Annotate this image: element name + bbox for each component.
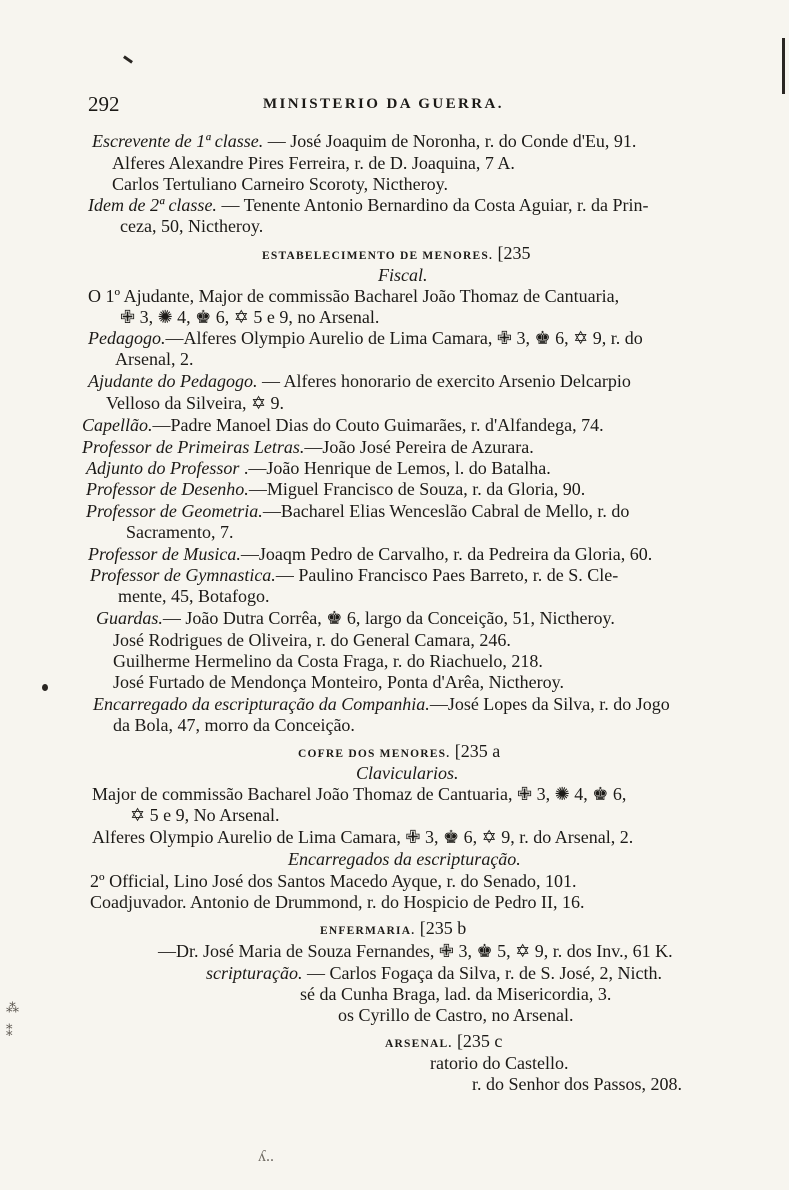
line-text: ✙ 3, ✺ 4, ♚ 6, ✡ 5 e 9, no Arsenal. <box>120 307 380 327</box>
text-line <box>130 804 280 826</box>
line-text: Major de commissão Bacharel João Thomaz de Cantuaria, ✙ 3, ✺ 4, ♚ 6, <box>92 784 627 804</box>
text-line <box>120 215 263 237</box>
text-line <box>90 891 584 913</box>
text-line <box>96 607 615 629</box>
italic-label: Guardas. <box>96 608 163 628</box>
line-text: —Miguel Francisco de Souza, r. da Gloria, 90. <box>248 479 586 499</box>
margin-rule <box>782 38 785 94</box>
text-line <box>90 870 577 892</box>
section-heading: ENFERMARIA. <box>320 925 416 937</box>
margin-stain: ⁑ <box>6 1024 13 1039</box>
line-text: — Carlos Fogaça da Silva, r. de S. José, 2, Nicth. <box>302 963 662 983</box>
ink-scribble: ʎ.. <box>258 1148 274 1165</box>
text-line <box>126 521 233 543</box>
line-text: .—João Henrique de Lemos, l. do Batalha. <box>239 458 551 478</box>
text-line <box>88 370 631 392</box>
text-line <box>90 564 618 586</box>
line-text: —Bacharel Elias Wenceslão Cabral de Mello, r. do <box>262 501 630 521</box>
line-text: — Alferes honorario de exercito Arsenio Delcarpio <box>257 371 631 391</box>
line-text: ceza, 50, Nictheroy. <box>120 216 264 236</box>
line-text: 2º Official, Lino José dos Santos Macedo Ayque, r. do Senado, 101. <box>90 871 577 891</box>
text-line <box>93 693 670 715</box>
text-line <box>338 1004 573 1026</box>
line-text: —João José Pereira de Azurara. <box>304 437 534 457</box>
line-text: Velloso da Silveira, ✡ 9. <box>106 393 285 413</box>
italic-label: Escrevente de 1ª classe. <box>92 131 264 151</box>
line-text: Coadjuvador. Antonio de Drummond, r. do Hospicio de Pedro II, 16. <box>90 892 585 912</box>
line-text: da Bola, 47, morro da Conceição. <box>113 715 355 735</box>
line-text: — Paulino Francisco Paes Barreto, r. de S. Cle- <box>275 565 619 585</box>
line-text: [235 c <box>452 1031 503 1051</box>
italic-label: Encarregado da escripturação da Companhia. <box>93 694 430 714</box>
text-line <box>430 1052 568 1074</box>
text-line <box>88 285 619 307</box>
text-line <box>113 629 511 651</box>
text-line <box>86 478 585 500</box>
line-text: —Alferes Olympio Aurelio de Lima Camara, ✙ 3, ♚ 6, ✡ 9, r. do <box>165 328 643 348</box>
section-heading: ARSENAL. <box>385 1038 453 1050</box>
text-line <box>88 327 643 349</box>
line-text: Sacramento, 7. <box>126 522 234 542</box>
line-text: Alferes Olympio Aurelio de Lima Camara, ✙ 3, ♚ 6, ✡ 9, r. do Arsenal, 2. <box>92 827 634 847</box>
italic-label: Professor de Musica. <box>88 544 241 564</box>
text-line <box>472 1073 682 1095</box>
text-line <box>113 650 543 672</box>
text-line <box>92 826 633 848</box>
text-line <box>106 392 284 414</box>
text-line <box>92 130 636 152</box>
text-line <box>356 762 459 784</box>
text-line <box>82 414 604 436</box>
italic-label: Professor de Geometria. <box>86 501 263 521</box>
ink-mark <box>123 55 133 63</box>
line-text: — João Dutra Corrêa, ♚ 6, largo da Conceição, 51, Nictheroy. <box>162 608 615 628</box>
running-head: MINISTERIO DA GUERRA. <box>263 96 504 112</box>
text-line <box>92 783 626 805</box>
line-text: José Rodrigues de Oliveira, r. do General Camara, 246. <box>113 630 511 650</box>
italic-label: scripturação. <box>206 963 303 983</box>
text-line <box>158 940 673 962</box>
text-line <box>86 500 629 522</box>
text-line <box>118 585 269 607</box>
italic-label: Pedagogo. <box>88 328 166 348</box>
italic-label: Clavicularios. <box>356 763 459 783</box>
line-text: mente, 45, Botafogo. <box>118 586 270 606</box>
text-line <box>113 714 355 736</box>
line-text: — Tenente Antonio Bernardino da Costa Aguiar, r. da Prin- <box>216 195 649 215</box>
line-text: Carlos Tertuliano Carneiro Scoroty, Nictheroy. <box>112 174 448 194</box>
line-text: Guilherme Hermelino da Costa Fraga, r. do Riachuelo, 218. <box>113 651 543 671</box>
text-line <box>378 264 428 286</box>
line-text: sé da Cunha Braga, lad. da Misericordia, 3. <box>300 984 612 1004</box>
text-line <box>206 962 662 984</box>
line-text: José Furtado de Mendonça Monteiro, Ponta d'Arêa, Nictheroy. <box>113 672 564 692</box>
line-text: —Dr. José Maria de Souza Fernandes, ✙ 3, ♚ 5, ✡ 9, r. dos Inv., 61 K. <box>158 941 673 961</box>
line-text: [235 a <box>450 741 501 761</box>
line-text: ratorio do Castello. <box>430 1053 569 1073</box>
line-text: —José Lopes da Silva, r. do Jogo <box>429 694 670 714</box>
italic-label: Encarregados da escripturação. <box>288 849 521 869</box>
italic-label: Capellão. <box>82 415 153 435</box>
italic-label: Ajudante do Pedagogo. <box>88 371 258 391</box>
line-text: Alferes Alexandre Pires Ferreira, r. de D. Joaquina, 7 A. <box>112 153 515 173</box>
page-header <box>88 92 728 118</box>
line-text: O 1º Ajudante, Major de commissão Bacharel João Thomaz de Cantuaria, <box>88 286 620 306</box>
line-text: [235 <box>493 243 531 263</box>
text-line <box>288 848 521 870</box>
italic-label: Idem de 2ª classe. <box>88 195 217 215</box>
line-text: [235 b <box>415 918 467 938</box>
italic-label: Fiscal. <box>378 265 428 285</box>
text-line <box>82 436 534 458</box>
line-text: ✡ 5 e 9, No Arsenal. <box>130 805 280 825</box>
line-text: —Padre Manoel Dias do Couto Guimarães, r. d'Alfandega, 74. <box>152 415 604 435</box>
line-text: os Cyrillo de Castro, no Arsenal. <box>338 1005 574 1025</box>
text-line <box>86 457 551 479</box>
italic-label: Professor de Gymnastica. <box>90 565 276 585</box>
line-text: —Joaqm Pedro de Carvalho, r. da Pedreira da Gloria, 60. <box>240 544 653 564</box>
text-line <box>115 348 193 370</box>
line-text: — José Joaquim de Noronha, r. do Conde d'Eu, 91. <box>263 131 637 151</box>
text-line <box>112 152 515 174</box>
section-heading: ESTABELECIMENTO DE MENORES. <box>262 250 494 262</box>
margin-stain: ⁂ <box>6 1000 19 1015</box>
section-heading: COFRE DOS MENORES. <box>298 748 451 760</box>
line-text: r. do Senhor dos Passos, 208. <box>472 1074 683 1094</box>
text-line <box>300 983 611 1005</box>
text-line <box>320 917 466 942</box>
text-line <box>88 194 649 216</box>
italic-label: Professor de Desenho. <box>86 479 249 499</box>
italic-label: Professor de Primeiras Letras. <box>82 437 305 457</box>
italic-label: Adjunto do Professor <box>86 458 240 478</box>
text-line <box>112 173 448 195</box>
ink-dot <box>42 684 48 691</box>
line-text: Arsenal, 2. <box>115 349 194 369</box>
text-line <box>120 306 379 328</box>
text-line <box>88 543 652 565</box>
page-number: 292 <box>88 92 120 116</box>
text-line <box>113 671 564 693</box>
